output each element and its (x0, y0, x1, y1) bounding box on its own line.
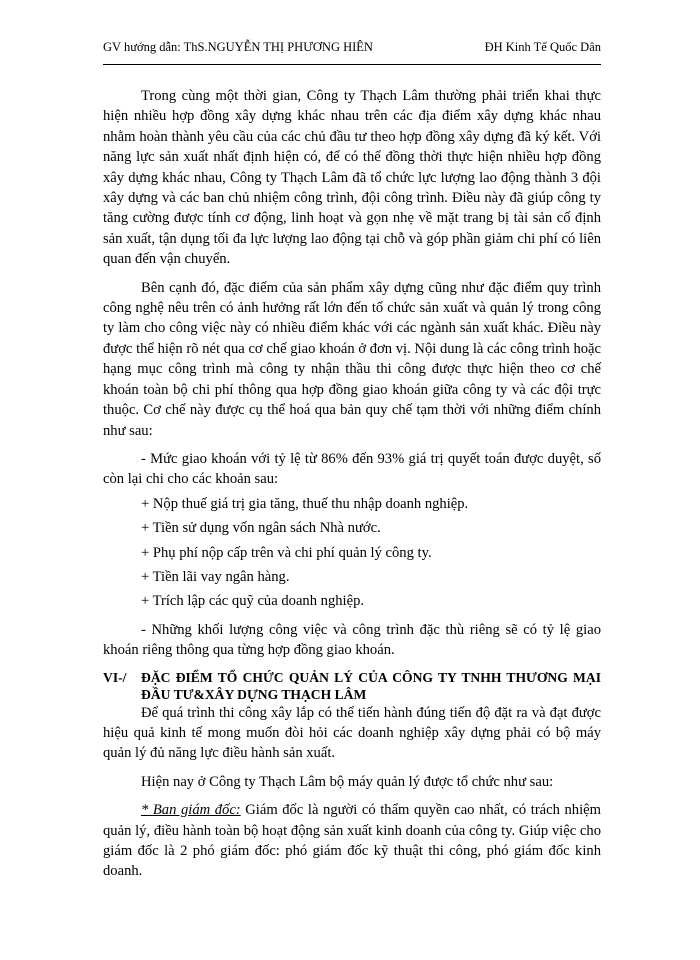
section-title: ĐẶC ĐIỂM TỔ CHỨC QUẢN LÝ CỦA CÔNG TY TNHH THƯƠNG MẠI ĐẦU TƯ&XÂY DỰNG THẠCH LÂM (141, 669, 601, 702)
bullet-4: + Tiền lãi vay ngân hàng. (141, 568, 290, 585)
paragraph-3: - Mức giao khoán với tỷ lệ từ 86% đến 93% giá trị quyết toán được duyệt, số còn lại chi cho các khoản sau: (103, 450, 601, 488)
paragraph-6: Hiện nay ở Công ty Thạch Lâm bộ máy quản lý được tổ chức như sau: (141, 773, 554, 790)
bullet-2: + Tiền sử dụng vốn ngân sách Nhà nước. (141, 520, 381, 537)
document-body (103, 86, 601, 882)
paragraph-7-text: Giám đốc là người có thẩm quyền cao nhất, có trách nhiệm quản lý, điều hành toàn bộ hoạt động sản xuất kinh doanh của công ty. Giúp việc cho giám đốc là 2 phó giám đốc: phó giám đốc kỹ thuật thi công, phó giám đốc kinh doanh. (103, 802, 601, 880)
paragraph-7 (103, 800, 601, 882)
bullet-3: + Phụ phí nộp cấp trên và chi phí quản lý công ty. (141, 544, 432, 561)
paragraph-2: Bên cạnh đó, đặc điểm của sản phẩm xây dựng cũng như đặc điểm quy trình công nghệ nêu trên có ảnh hưởng rất lớn đến tổ chức sản xuất và quản lý trong công ty làm cho công việc này có nhiều điểm khác với các ngành sản xuất khác. Điều này được thể hiện rõ nét qua cơ chế giao khoán ở đơn vị. Nội dung là các công trình hoặc hạng mục công trình mà công ty nhận thầu thi công được thực hiện theo cơ chế khoán toàn bộ chi phí thông qua hợp đồng giao khoán giữa công ty và các đội trực thuộc. Cơ chế này được cụ thể hoá qua bản quy chế tạm thời với những điểm chính như sau: (103, 279, 601, 439)
paragraph-4: - Những khối lượng công việc và công trình đặc thù riêng sẽ có tỷ lệ giao khoán riêng thông qua từng hợp đồng giao khoán. (103, 621, 601, 659)
bullet-5: + Trích lập các quỹ của doanh nghiệp. (141, 593, 365, 610)
paragraph-1: Trong cùng một thời gian, Công ty Thạch Lâm thường phải triển khai thực hiện nhiều hợp đồng xây dựng khác nhau trên các địa điểm xây dựng khác nhau nhằm hoàn thành yêu cầu của các chủ đầu tư theo hợp đồng xây dựng đã ký kết. Với năng lực sản xuất nhất định hiện có, để có thể đồng thời thực hiện nhiều hợp đồng xây dựng khác nhau, Công ty Thạch Lâm đã tổ chức lực lượng lao động thành 3 đội xây dựng và các ban chủ nhiệm công trình, đội công trình. Điều này đã giúp công ty tăng cường được tính cơ động, linh hoạt và gọn nhẹ về mặt trang bị tài sản cố định sản xuất, tận dụng tối đa lực lượng lao động tại chỗ và góp phần giảm chi phí có liên quan đến vận chuyển. (103, 88, 601, 268)
paragraph-5: Để quá trình thi công xây lắp có thể tiến hành đúng tiến độ đặt ra và đạt được hiệu quả kinh tế mong muốn đòi hỏi các doanh nghiệp xây dựng phải có bộ máy quản lý đủ năng lực điều hành sản xuất. (103, 704, 601, 762)
header-instructor: GV hướng dẫn: ThS.NGUYỄN THỊ PHƯƠNG HIÊN (103, 40, 373, 54)
section-number: VI-/ (103, 669, 127, 685)
bullet-1: + Nộp thuế giá trị gia tăng, thuế thu nhập doanh nghiệp. (141, 495, 469, 512)
header-university: ĐH Kinh Tế Quốc Dân (484, 40, 601, 54)
board-of-directors-label: * Ban giám đốc: (141, 802, 241, 819)
section-heading (103, 669, 601, 703)
page-header (103, 40, 601, 65)
